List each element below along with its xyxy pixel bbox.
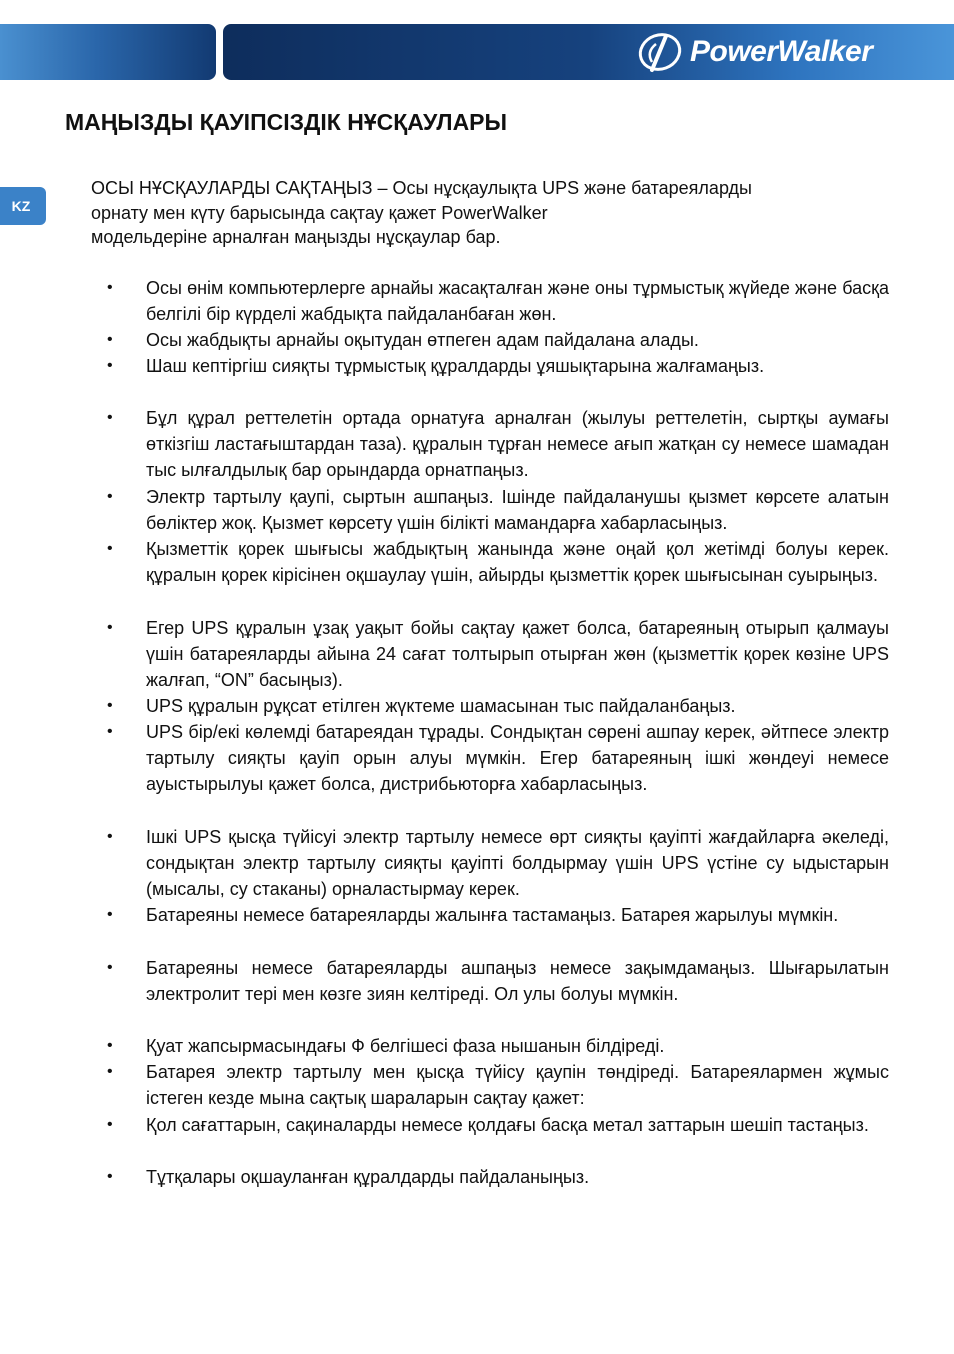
list-item: • Тұтқалары оқшауланған құралдарды пайдаланыңыз. [146,1164,889,1190]
header-bar-left [0,24,216,80]
list-item: • Ішкі UPS қысқа түйісуі электр тартылу немесе өрт сияқты қауіпті жағдайларға әкеледі, сондықтан электр тартылу сияқты қауіпті болдырмау үшін UPS үстіне су ыдыстарын (мысалы, су стаканы) орналастырмау керек. [146,824,889,903]
language-tab[interactable]: KZ [0,187,46,225]
intro-paragraph [91,176,891,250]
page-title: МАҢЫЗДЫ ҚАУІПСІЗДІК НҰСҚАУЛАРЫ [65,109,508,135]
list-item: • Батареяны немесе батареяларды ашпаңыз немесе зақымдамаңыз. Шығарылатын электролит тері мен көзге зиян келтіреді. Ол улы болуы мүмкін. [146,955,889,1007]
intro-line: ОСЫ НҰСҚАУЛАРДЫ САҚТАҢЫЗ – Осы нұсқаулықта UPS және батареяларды [91,178,752,198]
list-item: • Егер UPS құралын ұзақ уақыт бойы сақтау қажет болса, батареяның отырып қалмауы үшін батареяларды айына 24 сағат толтырып отырған жөн (қызметтік қорек көзіне UPS жалғап, “ON” басыңыз). [146,615,889,694]
list-item: • Қызметтік қорек шығысы жабдықтың жанында және оңай қол жетімді болуы керек. құралын қорек кірісінен оқшаулау үшін, айырды қызметтік қорек шығысынан суырыңыз. [146,536,889,588]
list-item: • UPS құралын рұқсат етілген жүктеме шамасынан тыс пайдаланбаңыз. [146,693,889,719]
list-item: • Қол сағаттарын, сақиналарды немесе қолдағы басқа метал заттарын шешіп тастаңыз. [146,1112,889,1138]
list-item: • Батареяны немесе батареяларды жалынға тастамаңыз. Батарея жарылуы мүмкін. [146,902,889,928]
power-logo-icon [636,30,686,74]
brand-logo [636,28,946,76]
list-item: • UPS бір/екі көлемді батареядан тұрады. Сондықтан сөрені ашпау керек, әйтпесе электр тартылу сияқты қауіп орын алуы мүмкін. Егер батареяның ішкі жөндеуі немесе ауыстырылуы қажет болса, дистрибьюторға хабарласыңыз. [146,719,889,798]
list-item: • Осы өнім компьютерлерге арнайы жасақталған және оны тұрмыстық жүйеде және басқа белгілі бір күрделі жабдықта пайдаланбаған жөн. [146,275,889,327]
list-item: • Батарея электр тартылу мен қысқа түйісу қаупін төндіреді. Батареялармен жұмыс істеген кезде мына сақтық шараларын сақтау қажет: [146,1059,889,1111]
intro-line: модельдеріне арналған маңызды нұсқаулар бар. [91,227,501,247]
intro-line: орнату мен күту барысында сақтау қажет PowerWalker [91,202,548,223]
list-item: • Осы жабдықты арнайы оқытудан өтпеген адам пайдалана алады. [146,327,889,353]
brand-name: PowerWalker [690,35,873,68]
list-item: • Қуат жапсырмасындағы Ф белгішесі фаза нышанын білдіреді. [146,1033,889,1059]
list-item: • Шаш кептіргіш сияқты тұрмыстық құралдарды ұяшықтарына жалғамаңыз. [146,353,889,379]
list-item: • Бұл құрал реттелетін ортада орнатуға арналған (жылуы реттелетін, сыртқы аумағы өткізгіш ластағыштардан таза). құралын тұрған немесе ағып жатқан су немесе шамадан тыс ылғалдылық бар орындарда орнатпаңыз. [146,405,889,484]
list-item: • Электр тартылу қаупі, сыртын ашпаңыз. Ішінде пайдаланушы қызмет көрсете алатын бөліктер жоқ. Қызмет көрсету үшін білікті мамандарға хабарласыңыз. [146,484,889,536]
